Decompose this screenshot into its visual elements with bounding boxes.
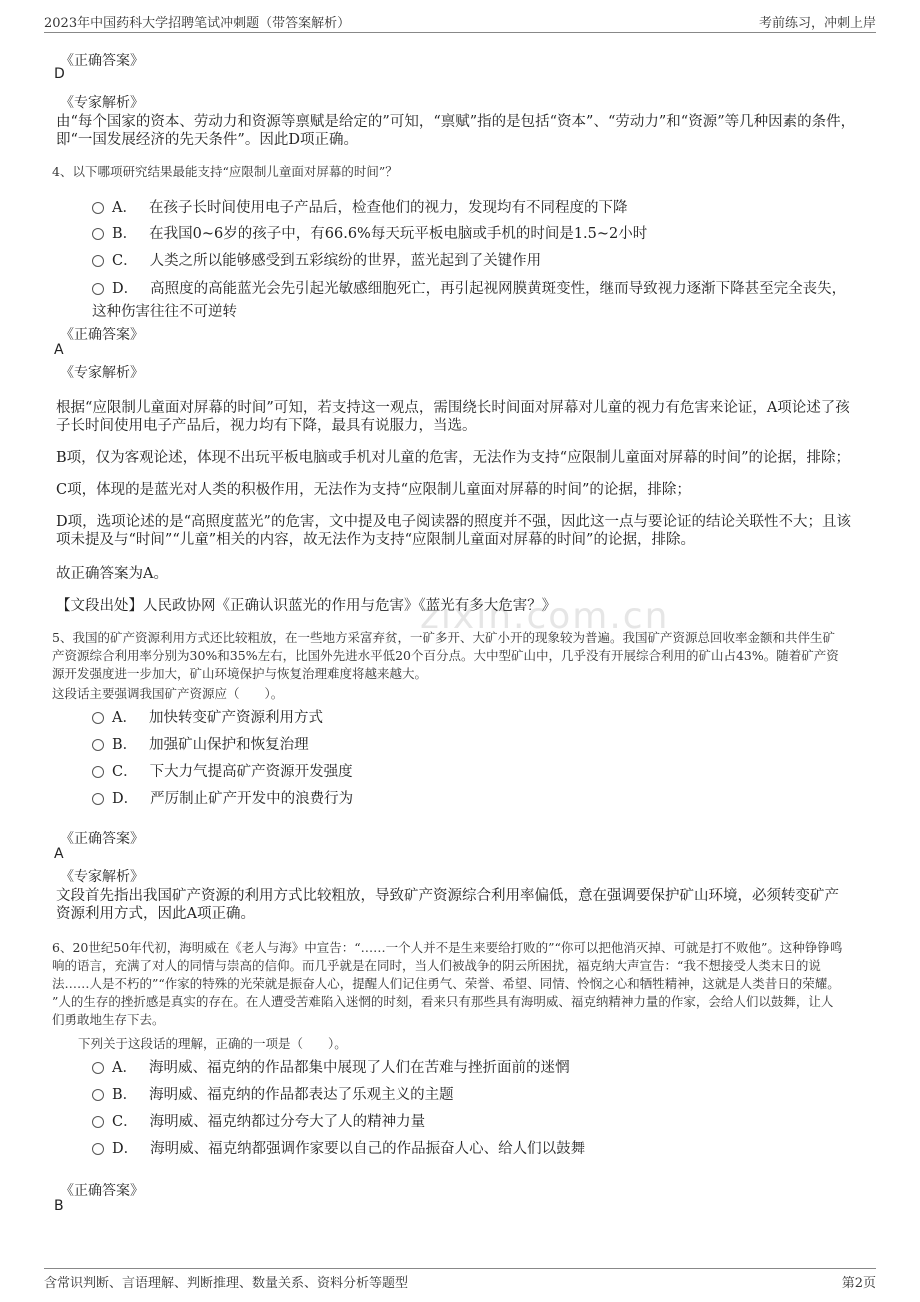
- option-letter: B．: [112, 226, 138, 242]
- option-c[interactable]: [92, 249, 541, 270]
- radio-icon[interactable]: [92, 766, 104, 778]
- analysis-conclusion: 故正确答案为A。: [56, 566, 168, 582]
- option-d[interactable]: [92, 1137, 585, 1158]
- analysis-label: 《专家解析》: [60, 365, 144, 381]
- option-text: 在孩子长时间使用电子产品后，检查他们的视力，发现均有不同程度的下降: [148, 200, 628, 216]
- analysis-text: 由“每个国家的资本、劳动力和资源等禀赋是给定的”可知，“禀赋”指的是包括“资本”、“劳动力”和“资源”等几种因素的条件，: [56, 114, 856, 130]
- option-text: 海明威、福克纳的作品都表达了乐观主义的主题: [149, 1087, 454, 1103]
- question-stem: ”人的生存的挫折感是真实的存在。在人遭受苦难陷入迷惘的时刻，看来只有那些具有海明威、福克纳精神力量的作家，会给人们以鼓舞，让人: [52, 994, 834, 1009]
- option-letter: C．: [112, 1114, 138, 1130]
- analysis-text: C项，体现的是蓝光对人类的积极作用，无法作为支持“应限制儿童面对屏幕的时间”的论据，排除；: [56, 482, 691, 498]
- option-letter: B．: [112, 737, 138, 753]
- analysis-label: 《专家解析》: [60, 869, 144, 885]
- option-a[interactable]: [92, 706, 323, 727]
- source-citation: 【文段出处】人民政协网《正确认识蓝光的作用与危害》《蓝光有多大危害？》: [56, 598, 557, 614]
- footer-categories: 含常识判断、言语理解、判断推理、数量关系、资料分析等题型: [44, 1276, 409, 1291]
- option-text: 在我国0~6岁的孩子中，有66.6%每天玩平板电脑或手机的时间是1.5~2小时: [149, 226, 648, 242]
- option-b[interactable]: [92, 222, 647, 243]
- analysis-text: D项，选项论述的是“高照度蓝光”的危害，文中提及电子阅读器的照度并不强，因此这一点与要论证的结论关联性不大；且该: [56, 514, 851, 530]
- answer-value: A: [54, 846, 64, 862]
- option-b[interactable]: [92, 1083, 454, 1104]
- option-letter: D．: [112, 281, 139, 297]
- radio-icon[interactable]: [92, 1143, 104, 1155]
- answer-label: 《正确答案》: [60, 1183, 144, 1199]
- option-b[interactable]: [92, 733, 309, 754]
- option-text: 严厉制止矿产开发中的浪费行为: [150, 791, 354, 807]
- question-stem: 法……人是不朽的”“作家的特殊的光荣就是振奋人心，提醒人们记住勇气、荣誉、希望、同情、怜悯之心和牺牲精神，这就是人类昔日的荣耀。: [52, 976, 840, 991]
- header-slogan: 考前练习，冲刺上岸: [758, 16, 876, 31]
- option-text: 海明威、福克纳的作品都集中展现了人们在苦难与挫折面前的迷惘: [148, 1060, 570, 1076]
- option-c[interactable]: [92, 760, 353, 781]
- analysis-text: 资源利用方式，因此A项正确。: [56, 906, 255, 922]
- answer-label: 《正确答案》: [60, 53, 144, 69]
- radio-icon[interactable]: [92, 1089, 104, 1101]
- option-text: 加快转变矿产资源利用方式: [148, 710, 323, 726]
- radio-icon[interactable]: [92, 255, 104, 267]
- option-text: 下大力气提高矿产资源开发强度: [149, 764, 353, 780]
- option-letter: D．: [112, 1141, 139, 1157]
- option-letter: A．: [112, 1060, 137, 1076]
- page-footer: [44, 1268, 876, 1291]
- option-d[interactable]: [92, 787, 353, 808]
- question-stem: 4、以下哪项研究结果最能支持“应限制儿童面对屏幕的时间”？: [52, 164, 398, 179]
- option-text: 人类之所以能够感受到五彩缤纷的世界，蓝光起到了关键作用: [149, 253, 542, 269]
- question-prompt: 这段话主要强调我国矿产资源应（ ）。: [52, 686, 284, 701]
- option-d[interactable]: [92, 277, 846, 298]
- question-stem: 响的语言，充满了对人的同情与崇高的信仰。而几乎就是在同时，当人们被战争的阴云所困扰，福克纳大声宣告：“我不想接受人类末日的说: [52, 958, 821, 973]
- answer-value: B: [54, 1198, 64, 1214]
- radio-icon[interactable]: [92, 793, 104, 805]
- option-text: 加强矿山保护和恢复治理: [149, 737, 309, 753]
- option-letter: C．: [112, 764, 138, 780]
- question-stem: 们勇敢地生存下去。: [52, 1012, 165, 1027]
- radio-icon[interactable]: [92, 1062, 104, 1074]
- question-prompt: 下列关于这段话的理解，正确的一项是（ ）。: [78, 1036, 347, 1051]
- option-letter: A．: [112, 710, 137, 726]
- page-number: 第2页: [841, 1276, 876, 1291]
- answer-value: A: [54, 342, 64, 358]
- option-text-continued: 这种伤害往往不可逆转: [92, 304, 237, 320]
- radio-icon[interactable]: [92, 712, 104, 724]
- analysis-label: 《专家解析》: [60, 95, 144, 111]
- option-letter: A．: [112, 200, 137, 216]
- page-header: [44, 10, 876, 33]
- answer-label: 《正确答案》: [60, 831, 144, 847]
- analysis-text: B项，仅为客观论述，体现不出玩平板电脑或手机对儿童的危害，无法作为支持“应限制儿童面对屏幕的时间”的论据，排除；: [56, 450, 850, 466]
- option-letter: B．: [112, 1087, 138, 1103]
- question-stem: 6、20世纪50年代初，海明威在《老人与海》中宣告：“……一个人并不是生来要给打败的”“你可以把他消灭掉、可就是打不败他”。这种铮铮鸣: [52, 940, 843, 955]
- option-text: 高照度的高能蓝光会先引起光敏感细胞死亡，再引起视网膜黄斑变性，继而导致视力逐渐下降甚至完全丧失，: [150, 281, 847, 297]
- radio-icon[interactable]: [92, 739, 104, 751]
- document-title: 2023年中国药科大学招聘笔试冲刺题（带答案解析）: [44, 16, 351, 31]
- analysis-text: 文段首先指出我国矿产资源的利用方式比较粗放，导致矿产资源综合利用率偏低，意在强调要保护矿山环境，必须转变矿产: [56, 888, 839, 904]
- radio-icon[interactable]: [92, 202, 104, 214]
- option-text: 海明威、福克纳都强调作家要以自己的作品振奋人心、给人们以鼓舞: [150, 1141, 586, 1157]
- analysis-text: 根据“应限制儿童面对屏幕的时间”可知，若支持这一观点，需围绕长时间面对屏幕对儿童的视力有危害来论证，A项论述了孩: [56, 400, 850, 416]
- option-letter: D．: [112, 791, 139, 807]
- analysis-text: 即“一国发展经济的先天条件”。因此D项正确。: [56, 132, 358, 148]
- option-text: 海明威、福克纳都过分夸大了人的精神力量: [149, 1114, 426, 1130]
- analysis-text: 子长时间使用电子产品后，视力均有下降，最具有说服力，当选。: [56, 418, 477, 434]
- answer-label: 《正确答案》: [60, 327, 144, 343]
- radio-icon[interactable]: [92, 228, 104, 240]
- analysis-text: 项未提及与“时间”“儿童”相关的内容，故无法作为支持“应限制儿童面对屏幕的时间”的论据，排除。: [56, 532, 695, 548]
- watermark: zixin.com.cn: [420, 596, 670, 637]
- question-stem: 产资源综合利用率分别为30%和35%左右，比国外先进水平低20个百分点。大中型矿山中，几乎没有开展综合利用的矿山占43%。随着矿产资: [52, 648, 839, 663]
- question-stem: 5、我国的矿产资源利用方式还比较粗放，在一些地方采富弃贫，一矿多开、大矿小开的现象较为普遍。我国矿产资源总回收率金额和共伴生矿: [52, 630, 835, 645]
- radio-icon[interactable]: [92, 283, 104, 295]
- option-c[interactable]: [92, 1110, 425, 1131]
- radio-icon[interactable]: [92, 1116, 104, 1128]
- option-a[interactable]: [92, 196, 627, 217]
- option-a[interactable]: [92, 1056, 569, 1077]
- option-letter: C．: [112, 253, 138, 269]
- answer-value: D: [54, 66, 65, 82]
- question-stem: 源开发强度进一步加大，矿山环境保护与恢复治理难度将越来越大。: [52, 666, 428, 681]
